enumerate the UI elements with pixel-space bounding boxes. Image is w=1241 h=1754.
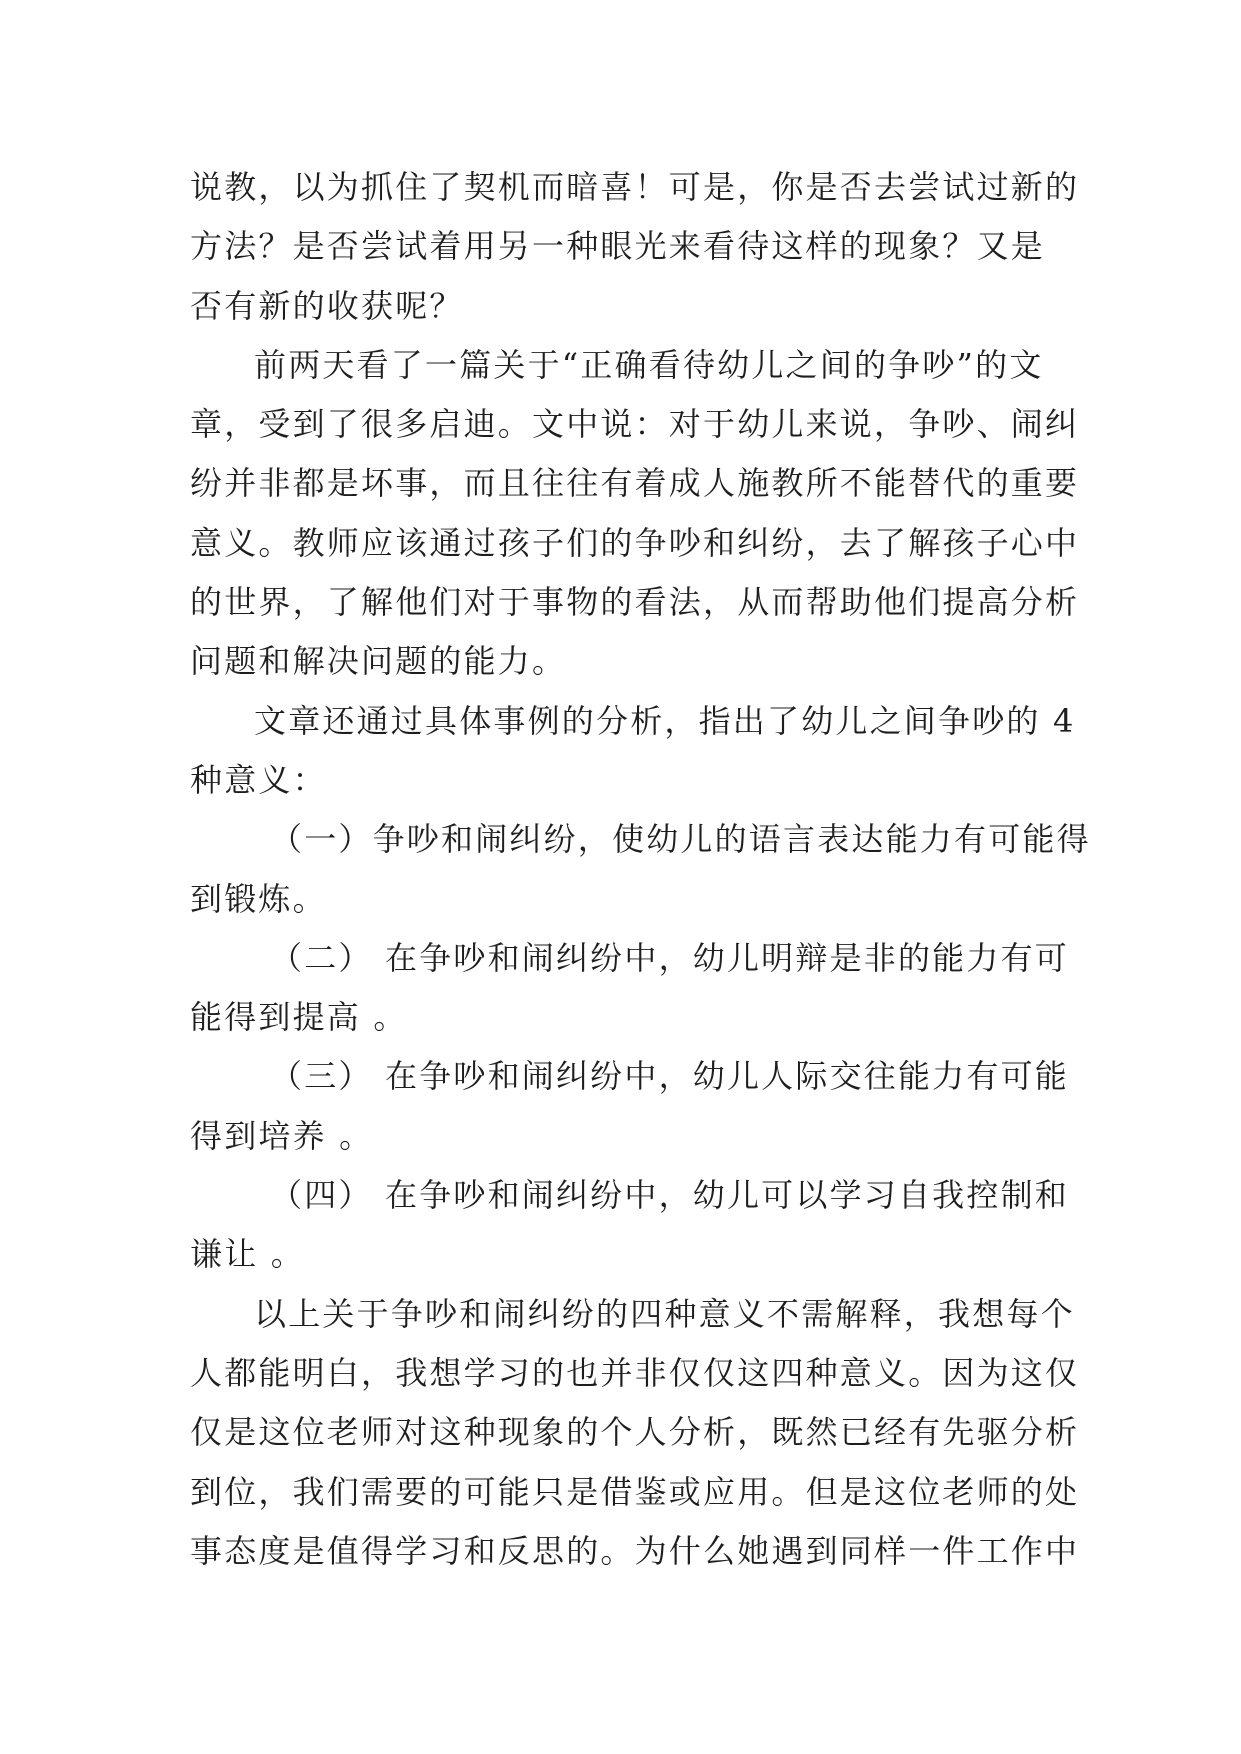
text-line: 得到培养 。 <box>190 1116 374 1155</box>
document-body <box>190 158 1091 1581</box>
list-item-line: （一）争吵和闹纠纷，使幼儿的语言表达能力有可能得 <box>270 820 1091 859</box>
text-line: 章，受到了很多启迪。文中说：对于幼儿来说，争吵、闹纠 <box>190 405 1080 444</box>
text-line: 以上关于争吵和闹纠纷的四种意义不需解释，我想每个 <box>254 1294 1075 1333</box>
text-line: 仅是这位老师对这种现象的个人分析，既然已经有先驱分析 <box>190 1413 1080 1452</box>
text-line: 说教，以为抓住了契机而暗喜！可是，你是否去尝试过新的 <box>190 168 1080 206</box>
text-line: 人都能明白，我想学习的也并非仅仅这四种意义。因为这仅 <box>190 1353 1080 1392</box>
list-item-line: （三） 在争吵和闹纠纷中，幼儿人际交往能力有可能 <box>270 1057 1069 1096</box>
text-line: 文章还通过具体事例的分析，指出了幼儿之间争吵的 4 <box>254 701 1076 740</box>
text-line: 种意义： <box>190 760 327 799</box>
text-line: 问题和解决问题的能力。 <box>190 642 567 681</box>
text-line: 前两天看了一篇关于“正确看待幼儿之间的争吵”的文 <box>254 345 1044 384</box>
text-line: 能得到提高 。 <box>190 998 408 1037</box>
text-line: 谦让 。 <box>190 1235 305 1274</box>
text-line: 的世界，了解他们对于事物的看法，从而帮助他们提高分析 <box>190 583 1080 622</box>
text-line: 到位，我们需要的可能只是借鉴或应用。但是这位老师的处 <box>190 1472 1080 1511</box>
text-line: 否有新的收获呢？ <box>190 286 464 325</box>
text-line: 意义。教师应该通过孩子们的争吵和纠纷，去了解孩子心中 <box>190 523 1080 562</box>
text-line: 纷并非都是坏事，而且往往有着成人施教所不能替代的重要 <box>190 464 1080 503</box>
text-line: 方法？是否尝试着用另一种眼光来看待这样的现象？又是 <box>190 227 1046 266</box>
text-line: 事态度是值得学习和反思的。为什么她遇到同样一件工作中 <box>190 1531 1080 1570</box>
text-line: 到锻炼。 <box>190 879 327 918</box>
list-item-line: （四） 在争吵和闹纠纷中，幼儿可以学习自我控制和 <box>270 1176 1069 1215</box>
list-item-line: （二） 在争吵和闹纠纷中，幼儿明辩是非的能力有可 <box>270 938 1069 977</box>
